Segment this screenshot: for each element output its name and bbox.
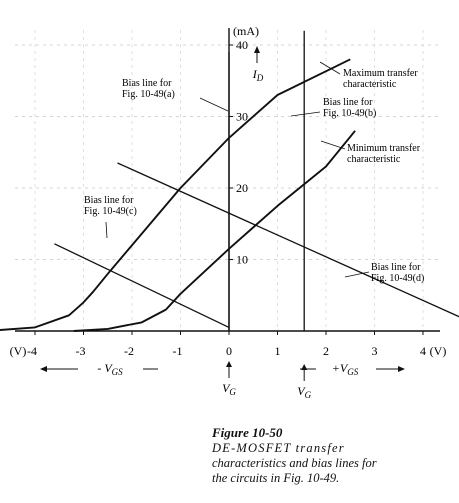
series-line-0	[0, 59, 350, 331]
annotation-leader-4	[106, 222, 107, 238]
annotation-text-4: Fig. 10-49(c)	[84, 206, 137, 217]
caption-title: Figure 10-50	[212, 425, 283, 440]
y-unit: (mA)	[233, 24, 259, 38]
vg-label: $V_G$	[297, 384, 312, 400]
y-tick-label: 40	[236, 38, 248, 52]
x-unit-left: (V)	[9, 344, 27, 358]
id-arrow-head	[254, 46, 260, 53]
x-tick-label: 4	[420, 344, 426, 358]
annotation-text-5: Bias line for	[371, 262, 421, 273]
neg-vgs-arrow-head	[40, 366, 47, 372]
x-tick-label: 2	[323, 344, 329, 358]
annotation-text-1: Fig. 10-49(b)	[323, 108, 377, 119]
annotation-leader-3	[321, 141, 345, 149]
pos-vgs-arrow-head	[398, 366, 405, 372]
annotation-leader-2	[200, 98, 228, 111]
y-tick-label: 10	[236, 252, 248, 267]
caption-line-3: the circuits in Fig. 10-49.	[212, 471, 340, 485]
annotation-text-2: Fig. 10-49(a)	[122, 89, 175, 100]
vg-label: $V_G$	[222, 381, 236, 397]
annotation-text-0: characteristic	[343, 79, 397, 90]
series-line-4	[54, 244, 229, 328]
x-tick-label: 3	[371, 344, 378, 358]
x-tick-label: -4	[27, 344, 37, 358]
x-tick-label: -2	[124, 344, 134, 358]
x-tick-label: -1	[172, 344, 183, 358]
annotation-text-1: Bias line for	[323, 97, 373, 108]
vg-arrow-head	[226, 361, 232, 367]
x-unit-right: (V)	[429, 344, 447, 358]
series-line-1	[74, 131, 355, 331]
pos-vgs-label: $+V_{GS}$	[331, 361, 359, 377]
annotation-text-4: Bias line for	[84, 195, 134, 206]
annotation-text-2: Bias line for	[122, 78, 172, 89]
x-tick-label: 1	[274, 344, 281, 358]
figure-caption	[212, 425, 452, 486]
annotations	[84, 62, 424, 284]
annotation-text-3: Minimum transfer	[347, 143, 421, 154]
x-tick-label: -3	[75, 344, 86, 358]
annotation-leader-1	[291, 112, 320, 116]
caption-line-2: characteristics and bias lines for	[212, 456, 377, 470]
neg-vgs-label: - $V_{GS}$	[97, 361, 123, 377]
annotation-text-3: characteristic	[347, 154, 401, 165]
y-axis-label: $I_D$	[252, 67, 264, 83]
annotation-text-5: Fig. 10-49(d)	[371, 273, 425, 284]
caption-line-1: DE-MOSFET transfer	[212, 441, 345, 455]
y-tick-label: 20	[236, 181, 248, 195]
annotation-text-0: Maximum transfer	[343, 68, 418, 79]
x-tick-label: 0	[226, 344, 232, 358]
y-tick-label: 30	[236, 109, 248, 124]
